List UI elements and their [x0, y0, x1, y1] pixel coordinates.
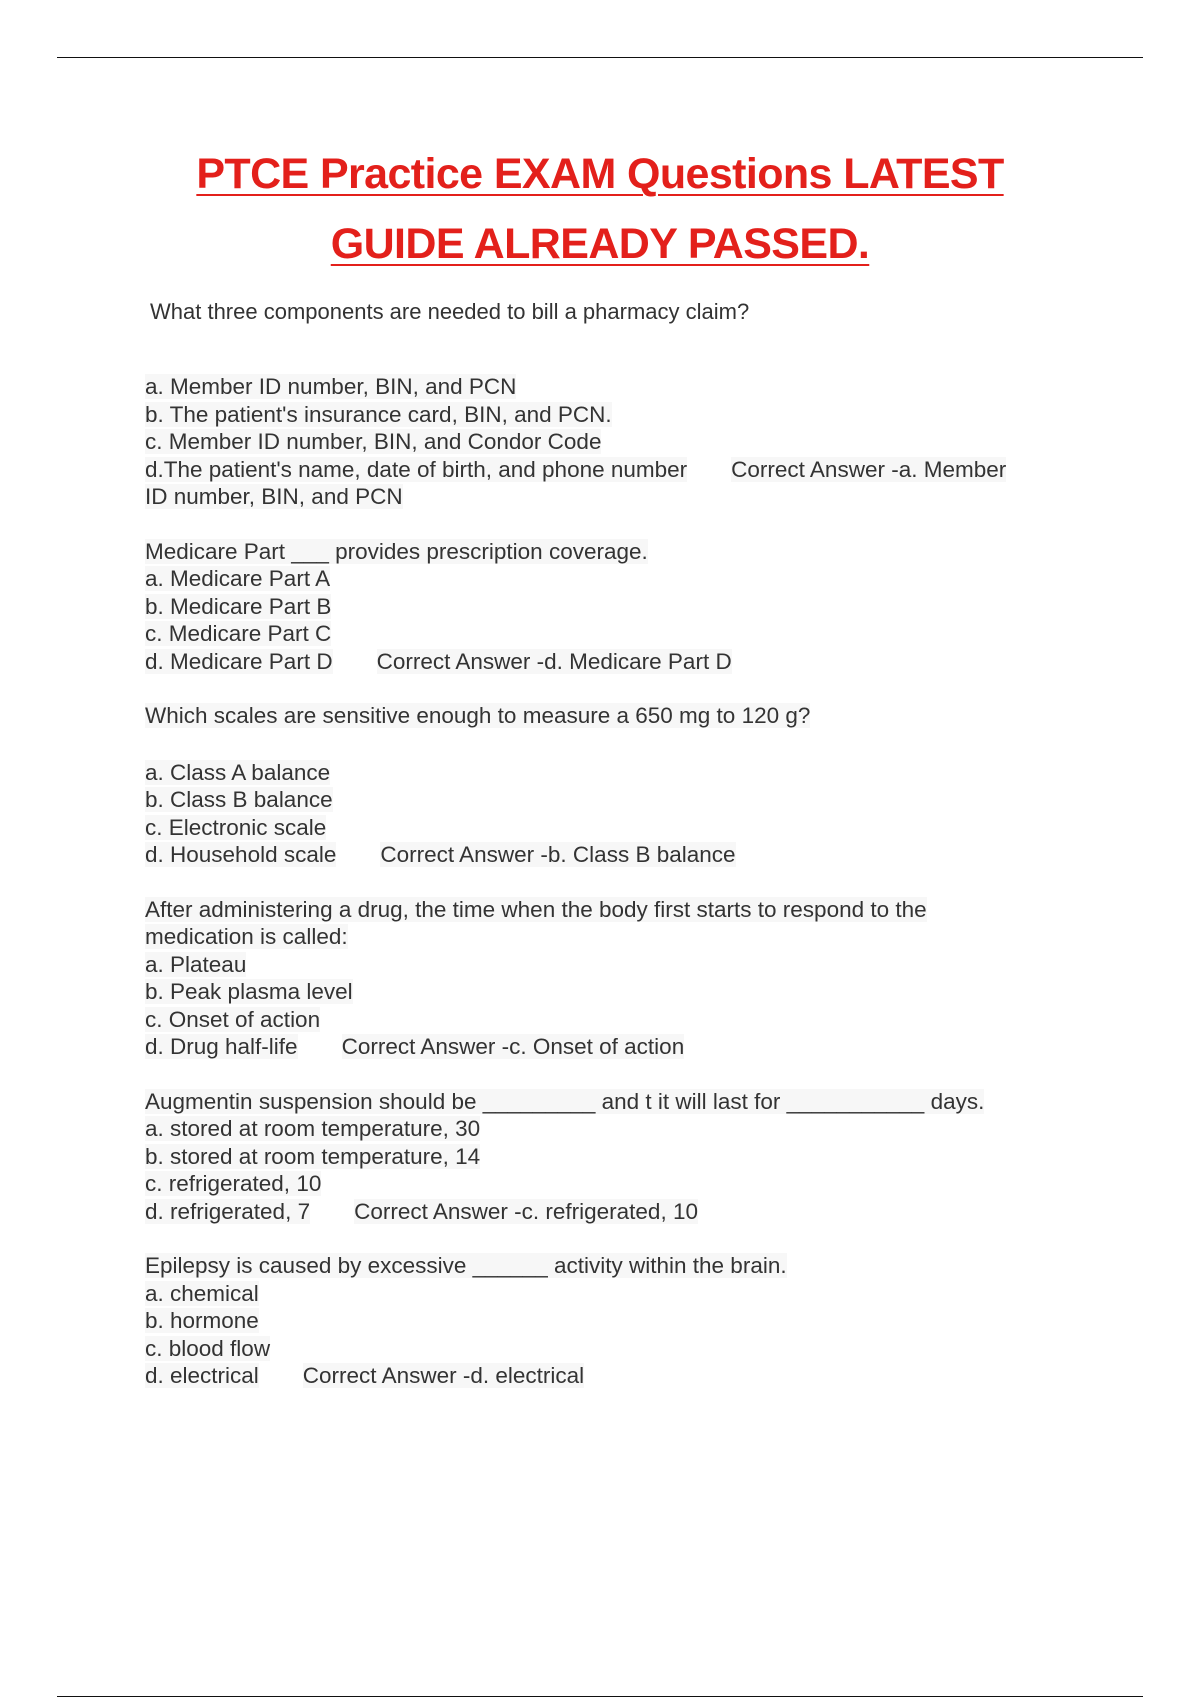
option-c: c. refrigerated, 10	[145, 1171, 322, 1196]
option-d: d. electrical	[145, 1363, 259, 1388]
questions-list	[145, 373, 1095, 1417]
option-b: b. The patient's insurance card, BIN, and PCN.	[145, 401, 612, 427]
option-a: a. chemical	[145, 1280, 259, 1306]
correct-answer: Correct Answer -c. Onset of action	[341, 1034, 685, 1059]
document-title-line-2: GUIDE ALREADY PASSED.	[330, 220, 870, 268]
option-a: a. Medicare Part A	[145, 566, 331, 591]
question-6	[145, 1252, 1095, 1390]
question-4	[145, 896, 1095, 1061]
option-c: c. Medicare Part C	[145, 621, 332, 646]
option-b: b. hormone	[145, 1308, 259, 1333]
question-3	[145, 702, 1095, 869]
option-d: d. refrigerated, 7	[145, 1198, 311, 1224]
option-a: a. Member ID number, BIN, and PCN	[145, 374, 517, 399]
option-a: a. Plateau	[145, 951, 247, 977]
question-2	[145, 538, 1095, 676]
top-rule	[57, 57, 1143, 58]
question-text: Augmentin suspension should be _________ and t it will last for ___________ days.	[145, 1088, 985, 1114]
option-b: b. Peak plasma level	[145, 979, 353, 1004]
question-text-continued: medication is called:	[145, 924, 348, 949]
option-a: a. stored at room temperature, 30	[145, 1116, 481, 1141]
question-text: After administering a drug, the time when the body first starts to respond to the	[145, 896, 927, 922]
option-a: a. Class A balance	[145, 759, 331, 785]
option-d: d. Drug half-life	[145, 1034, 298, 1059]
correct-answer: Correct Answer -a. Member	[731, 456, 1007, 482]
document-title-line-1: PTCE Practice EXAM Questions LATEST	[196, 150, 1004, 198]
option-d: d. Household scale	[145, 842, 337, 867]
option-d: d.The patient's name, date of birth, and phone number	[145, 456, 688, 482]
option-b: b. stored at room temperature, 14	[145, 1143, 481, 1169]
correct-answer: Correct Answer -c. refrigerated, 10	[354, 1198, 698, 1224]
question-1	[145, 373, 1095, 511]
correct-answer: Correct Answer -d. electrical	[302, 1363, 585, 1388]
correct-answer: Correct Answer -b. Class B balance	[380, 842, 736, 867]
question-text: Which scales are sensitive enough to measure a 650 mg to 120 g?	[145, 703, 811, 728]
correct-answer: Correct Answer -d. Medicare Part D	[376, 648, 732, 674]
option-c: c. Member ID number, BIN, and Condor Code	[145, 429, 602, 454]
option-c: c. Electronic scale	[145, 814, 327, 840]
option-b: b. Class B balance	[145, 787, 333, 812]
question-text: Epilepsy is caused by excessive ______ activity within the brain.	[145, 1253, 787, 1278]
question-1-text: What three components are needed to bill a pharmacy claim?	[150, 299, 750, 324]
option-c: c. blood flow	[145, 1335, 271, 1361]
option-d: d. Medicare Part D	[145, 648, 333, 674]
option-b: b. Medicare Part B	[145, 593, 332, 619]
correct-answer-continued: ID number, BIN, and PCN	[145, 484, 403, 509]
question-5	[145, 1088, 1095, 1226]
option-c: c. Onset of action	[145, 1006, 321, 1032]
bottom-rule	[57, 1696, 1143, 1697]
question-text: Medicare Part ___ provides prescription coverage.	[145, 538, 648, 564]
